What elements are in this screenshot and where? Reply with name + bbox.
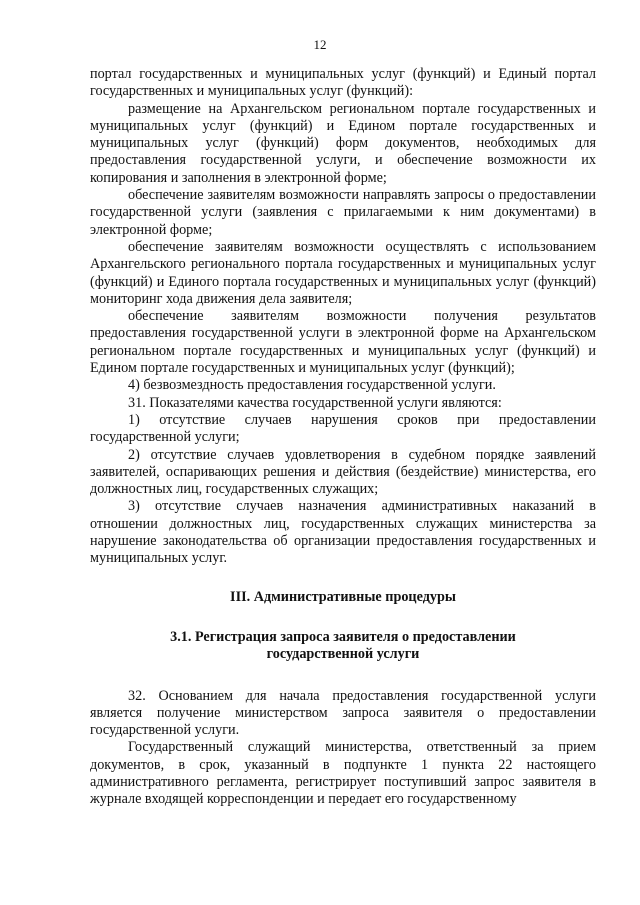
- paragraph-case-monitoring: обеспечение заявителям возможности осуществлять с использованием Архангельского регионального портала государственных и муниципальных услуг (функций) и Единого портала государственных и муниципальных услуг (функций) мониторинг хода движения дела заявителя;: [90, 238, 596, 307]
- paragraph-grounds-for-start: 32. Основанием для начала предоставления государственной услуги является получение министерством запроса заявителя о предоставлении государственной услуги.: [90, 687, 596, 739]
- paragraph-no-administrative-penalties: 3) отсутствие случаев назначения административных наказаний в отношении должностных лиц, государственных служащих министерства за нарушение законодательства об организации предоставления государственных и муниципальных услуг.: [90, 498, 596, 567]
- paragraph-registration-procedure: Государственный служащий министерства, ответственный за прием документов, в срок, указанный в подпункте 1 пункта 22 настоящего административного регламента, регистрирует поступивший запрос заявителя в журнале входящей корреспонденции и передает его государственному: [90, 739, 596, 808]
- paragraph-electronic-requests: обеспечение заявителям возможности направлять запросы о предоставлении государственной услуги (заявления с прилагаемыми к ним документами) в электронной форме;: [90, 187, 596, 238]
- paragraph-no-court-satisfactions: 2) отсутствие случаев удовлетворения в судебном порядке заявлений заявителей, оспаривающих решения и действия (бездействие) министерства, его должностных лиц, государственных служащих;: [90, 446, 596, 498]
- paragraph-free-of-charge: 4) безвозмездность предоставления государственной услуги.: [128, 377, 496, 394]
- paragraph-quality-indicators: 31. Показателями качества государственной услуги являются:: [128, 394, 502, 411]
- paragraph-portal-continuation: портал государственных и муниципальных услуг (функций) и Единый портал государственных и муниципальных услуг (функций):: [90, 66, 596, 100]
- document-body: [90, 66, 596, 809]
- subsection-heading-line-2: государственной услуги: [266, 646, 420, 663]
- page-number: 12: [313, 37, 327, 52]
- paragraph-forms-placement: размещение на Архангельском региональном портале государственных и муниципальных услуг (функций) и Едином портале государственных и муниципальных услуг (функций) форм документов, необходимых для предоставления государственной услуги, и обеспечение возможности их копирования и заполнения в электронной форме;: [90, 100, 596, 186]
- paragraph-electronic-results: обеспечение заявителям возможности получения результатов предоставления государственной услуги в электронной форме на Архангельском региональном портале государственных и муниципальных услуг (функций) и Едином портале государственных и муниципальных услуг (функций);: [90, 308, 596, 377]
- subsection-heading-line-1: 3.1. Регистрация запроса заявителя о предоставлении: [170, 628, 516, 645]
- section-heading: III. Административные процедуры: [230, 588, 456, 605]
- paragraph-no-deadline-violations: 1) отсутствие случаев нарушения сроков при предоставлении государственной услуги;: [90, 411, 596, 446]
